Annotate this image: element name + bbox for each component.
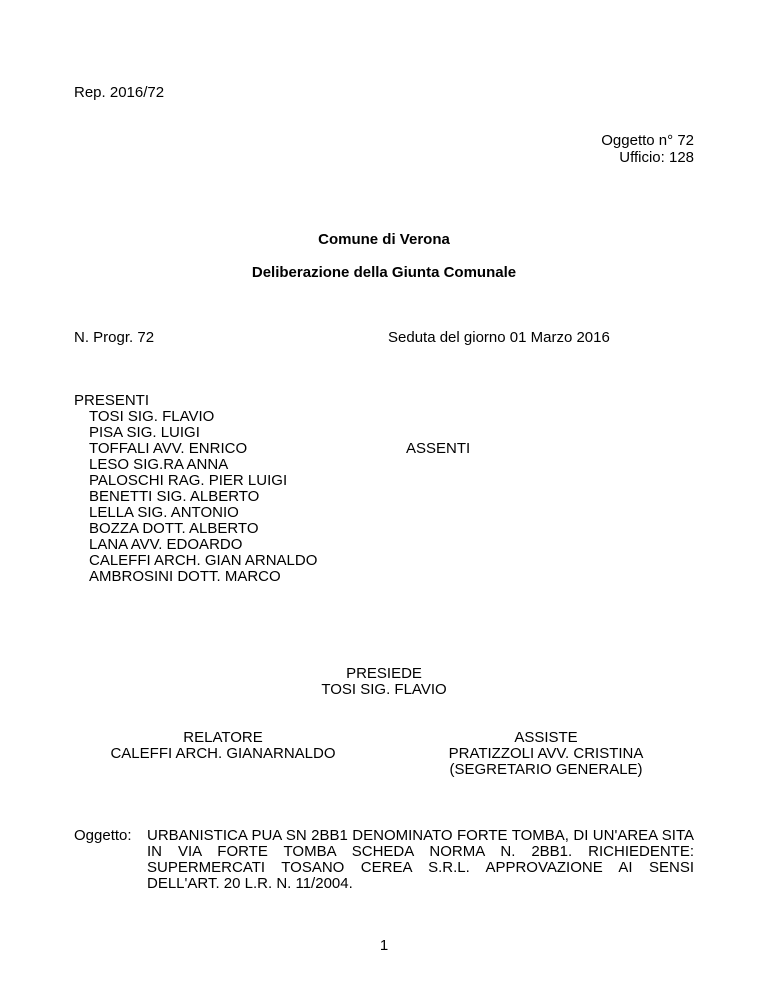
- presente-item: PISA SIG. LUIGI: [89, 424, 200, 441]
- page-number: 1: [379, 937, 389, 954]
- presiede-block: [0, 666, 768, 698]
- relatore-label: RELATORE: [183, 729, 263, 746]
- presente-item: PALOSCHI RAG. PIER LUIGI: [89, 472, 288, 489]
- presente-item: BENETTI SIG. ALBERTO: [89, 488, 260, 505]
- presenti-list: [89, 409, 317, 585]
- presente-item: LANA AVV. EDOARDO: [89, 536, 243, 553]
- presente-item: TOSI SIG. FLAVIO: [89, 408, 215, 425]
- presente-item: BOZZA DOTT. ALBERTO: [89, 520, 259, 537]
- presente-item: AMBROSINI DOTT. MARCO: [89, 568, 281, 585]
- presente-item: CALEFFI ARCH. GIAN ARNALDO: [89, 552, 318, 569]
- rep-number: Rep. 2016/72: [74, 84, 165, 101]
- presiede-name: TOSI SIG. FLAVIO: [321, 681, 447, 698]
- presenti-label: PRESENTI: [74, 392, 150, 409]
- assiste-label: ASSISTE: [514, 729, 578, 746]
- oggetto-label: Oggetto:: [74, 827, 132, 844]
- progressive-number: N. Progr. 72: [74, 329, 155, 346]
- assiste-name: PRATIZZOLI AVV. CRISTINA: [448, 745, 644, 762]
- oggetto-number: Oggetto n° 72: [601, 132, 694, 149]
- assiste-role: (SEGRETARIO GENERALE): [449, 761, 643, 778]
- presente-item: TOFFALI AVV. ENRICO: [89, 440, 248, 457]
- presente-item: LESO SIG.RA ANNA: [89, 456, 229, 473]
- assenti-label: ASSENTI: [406, 440, 471, 457]
- oggetto-text: URBANISTICA PUA SN 2BB1 DENOMINATO FORTE TOMBA, DI UN'AREA SITA IN VIA FORTE TOMBA SCHEDA NORMA N. 2BB1. RICHIEDENTE: SUPERMERCATI TOSANO CEREA S.R.L. APPROVAZIONE AI SENSI DELL'ART. 20 L.R. N. 11/2004.: [147, 827, 694, 892]
- deliberazione-title: Deliberazione della Giunta Comunale: [251, 264, 517, 281]
- ufficio-number: Ufficio: 128: [619, 149, 694, 166]
- relatore-name: CALEFFI ARCH. GIANARNALDO: [110, 745, 336, 762]
- assiste-block: [397, 730, 695, 778]
- session-date: Seduta del giorno 01 Marzo 2016: [388, 329, 610, 346]
- presiede-label: PRESIEDE: [346, 665, 422, 682]
- comune-title: Comune di Verona: [318, 231, 450, 248]
- relatore-block: [74, 730, 372, 762]
- presente-item: LELLA SIG. ANTONIO: [89, 504, 239, 521]
